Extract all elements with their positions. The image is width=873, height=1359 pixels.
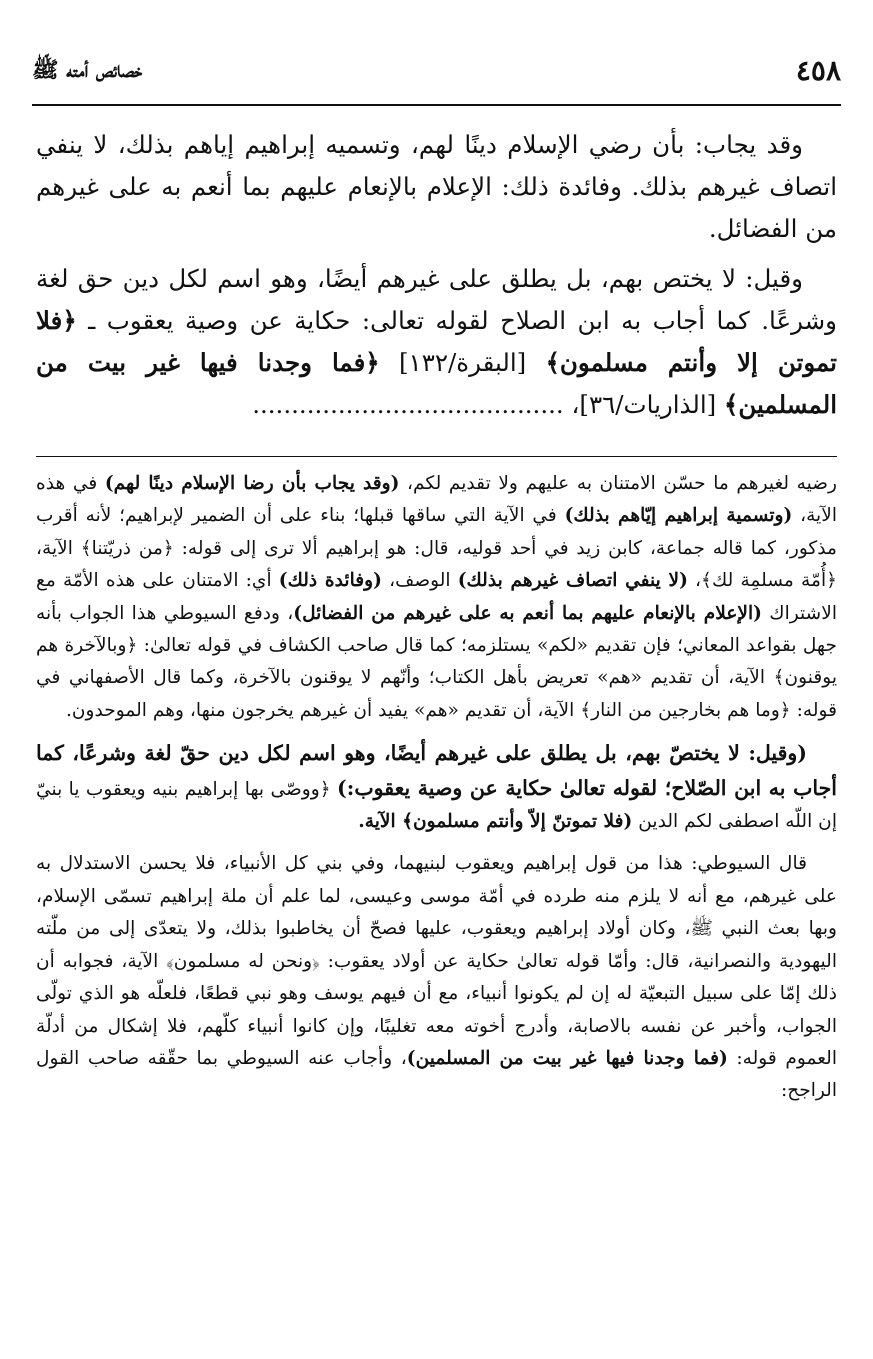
commentary-text-span: أي: الامتنان على هذه الأمّة مع الاشتراك (36, 570, 837, 624)
running-title: خصائص أمته ﷺ (32, 57, 143, 83)
main-text (36, 124, 837, 426)
commentary-text-span: في هذه الآية، (36, 473, 837, 527)
page-header (32, 54, 841, 98)
commentary-bold-span: (وقد يجاب بأن رضا الإسلام دينًا لهم) (104, 473, 400, 494)
commentary-paragraph-2 (36, 737, 837, 838)
quran-ref-2: [الذاريات/٣٦]، (571, 390, 717, 419)
main-paragraph-2-text: وقيل: لا يختص بهم، بل يطلق على غيرهم أيضًا، وهو اسم لكل دين حق لغة وشرعًا. كما أجاب به ابن الصلاح لقوله تعالى: حكاية عن وصية يعقوب ـ (36, 264, 837, 335)
commentary-bold-span: (وفائدة ذلك) (278, 570, 382, 592)
commentary-text-span: في الآية التي ساقها قبلها؛ بناء على أن الضمير لإبراهيم؛ لأنه أقرب مذكور، كما قاله جماعة، كابن زيد في أحد قوليه، قال: هو إبراهيم ألا ترى إلى قوله: ﴿من ذريّتنا﴾ الآية، ﴿أُمّة مسلمِة لك﴾، (36, 505, 838, 592)
commentary-text-span: ﴿ووصّى بها إبراهيم بنيه ويعقوب يا بنيّ إن اللّه اصطفى لكم الدين (36, 778, 837, 833)
main-paragraph-2 (36, 258, 837, 426)
commentary-bold-span: (فلا تموتنّ إلاّ وأنتم مسلمون﴾ الآية. (358, 811, 633, 833)
quran-ref-1: [البقرة/١٣٢] (398, 348, 527, 377)
commentary-text-span: ، ودفع السيوطي هذا الجواب بأنه جهل بقواعد المعاني؛ فإن تقديم «لكم» يستلزمه؛ كما قال صاحب الكشاف في قوله تعالىٰ: ﴿وبالآخرة هم يوقنون﴾ الآية، أن تقديم «هم» تعريض بأهل الكتاب؛ وأنّهم لا يوقنون بالآخرة، وكما قال الأصفهاني في قوله: ﴿وما هم بخارجين من النار﴾ الآية، أن تقديم «هم» يفيد أن غيرهم يخرجون منها، وهم الموحدون. (36, 602, 837, 721)
commentary-text-span: رضيه لغيرهم ما حسّن الامتنان به عليهم ولا تقديم لكم، (399, 473, 837, 494)
commentary-bold-span: (فما وجدنا فيها غير بيت من المسلمين) (406, 1047, 728, 1069)
commentary-text-span: ، وأجاب عنه السيوطي بما حقّقه صاحب القول الراجح: (36, 1047, 837, 1102)
commentary-bold-span: (الإعلام بالإنعام عليهم بما أنعم به على غيرهم من الفضائل) (293, 602, 762, 624)
commentary-bold-span: (وقيل: لا يختصّ بهم، بل يطلق على غيرهم أيضًا، وهو اسم لكل دين حقّ لغة وشرعًا، كما أجاب به ابن الصّلاح؛ لقوله تعالىٰ حكاية عن وصية يعقوب:) (36, 741, 838, 800)
page-number: ٤٥٨ (795, 54, 841, 87)
commentary-bold-span: (لا ينفي اتصاف غيرهم بذلك) (457, 570, 688, 592)
main-paragraph-1: وقد يجاب: بأن رضي الإسلام دينًا لهم، وتسميه إبراهيم إياهم بذلك، لا ينفي اتصاف غيرهم بذلك. وفائدة ذلك: الإعلام بالإنعام عليهم بما أنعم به على غيرهم من الفضائل. (36, 130, 837, 243)
quran-quote-1: ﴿فلا تموتن إلا وأنتم مسلمون﴾ (36, 306, 837, 377)
section-rule (36, 456, 837, 457)
commentary-paragraph-1 (36, 468, 837, 727)
commentary-text-span: قال السيوطي: هذا من قول إبراهيم ويعقوب لبنيهما، وفي بني كل الأنبياء، فلا يحسن الاستدلال به على غيرهم، مع أنه لا يلزم منه طرده في أمّة موسى وعيسى، لما علم أن ملة إبراهيم تسمّى الإسلام، وبها بعث النبي ﷺ، وكان أولاد إبراهيم ويعقوب، عليها فصحّ أن يخاطبوا بذلك، ولا يتعدّى إلى من ملّته اليهودية والنصرانية، قال: وأمّا قوله تعالىٰ حكاية عن أولاد يعقوب: ﴿ونحن له مسلمون﴾ الآية، فجوابه أن ذلك إمّا على سبيل التبعيّة له إن لم يكونوا أنبياء، مع أن فيهم يوسف وهو نبي قطعًا، فلعلّه هو الذي تولّى الجواب، وأخبر عن نفسه بالاصابة، وأدرج أخوته معه تغليبًا، وإن كانوا أنبياء كلّهم، فلا إشكال من أدلّة العموم قوله: (36, 853, 837, 1069)
continuation-dots: ........................................ (252, 390, 564, 419)
header-rule (32, 104, 841, 106)
commentary-text-span: الوصف، (381, 570, 458, 592)
quran-quote-2: ﴿فما وجدنا فيها غير بيت من المسلمين﴾ (36, 348, 837, 419)
commentary-paragraph-3 (36, 848, 837, 1107)
commentary-bold-span: (وتسمية إبراهيم إيّاهم بذلك) (564, 505, 793, 527)
commentary-text (36, 468, 837, 1108)
